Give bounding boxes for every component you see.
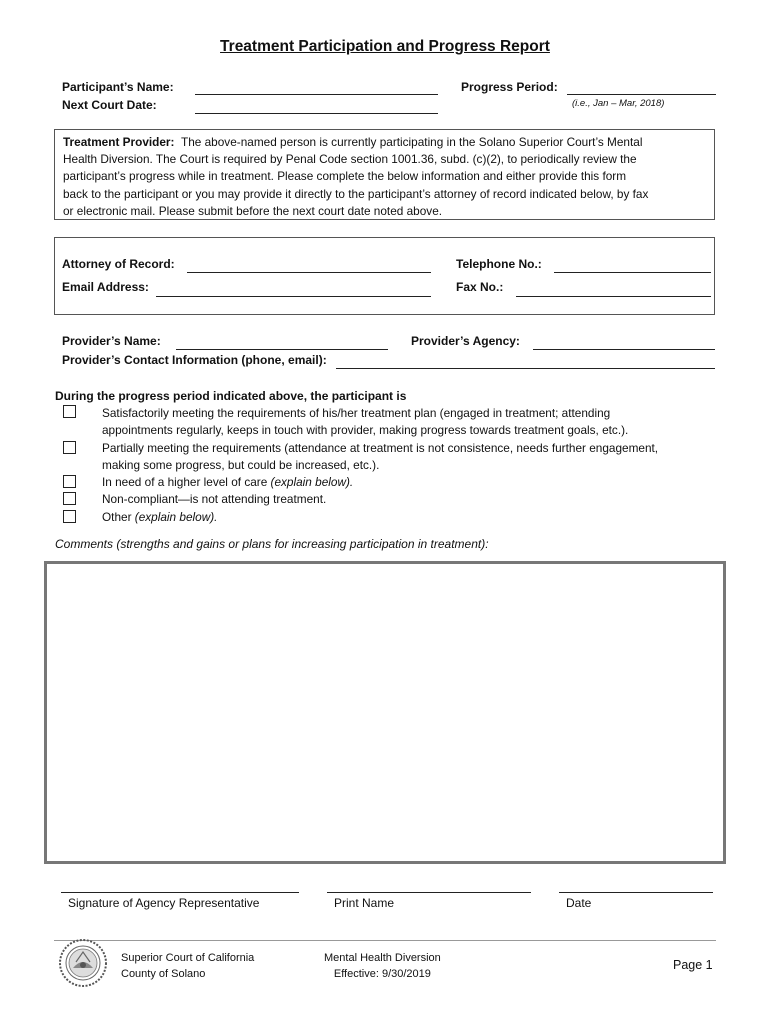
option-other-text: Other bbox=[102, 510, 135, 524]
provider-notice-box bbox=[54, 129, 715, 220]
option-non-compliant: Non-compliant—is not attending treatment. bbox=[102, 492, 327, 506]
telephone-label: Telephone No.: bbox=[456, 257, 542, 271]
progress-period-label: Progress Period: bbox=[461, 80, 558, 94]
provider-agency-label: Provider’s Agency: bbox=[411, 334, 520, 348]
progress-period-hint: (i.e., Jan – Mar, 2018) bbox=[572, 98, 665, 109]
provider-name-field[interactable] bbox=[176, 349, 388, 350]
attorney-label: Attorney of Record: bbox=[62, 257, 175, 271]
option-partial-line1: Partially meeting the requirements (attendance at treatment is not consistence, needs further engagement, bbox=[102, 441, 659, 455]
attorney-box bbox=[54, 237, 715, 315]
option-higher-care-text: In need of a higher level of care bbox=[102, 475, 271, 489]
print-name-line[interactable] bbox=[327, 892, 531, 893]
participant-name-field[interactable] bbox=[195, 94, 438, 95]
option-higher-care bbox=[102, 474, 353, 491]
progress-period-field[interactable] bbox=[567, 94, 716, 95]
checkbox-icon[interactable] bbox=[63, 492, 76, 505]
progress-heading: During the progress period indicated above, the participant is bbox=[55, 389, 407, 403]
option-partial-line2: making some progress, but could be increased, etc.). bbox=[102, 458, 380, 472]
signature-line[interactable] bbox=[61, 892, 299, 893]
court-info bbox=[121, 950, 254, 982]
checkbox-icon[interactable] bbox=[63, 441, 76, 454]
fax-label: Fax No.: bbox=[456, 280, 504, 294]
option-satisfactory bbox=[102, 405, 628, 439]
email-label: Email Address: bbox=[62, 280, 149, 294]
notice-line-5: or electronic mail. Please submit before the next court date noted above. bbox=[63, 203, 443, 218]
provider-contact-label: Provider’s Contact Information (phone, email): bbox=[62, 353, 327, 367]
notice-line-4: back to the participant or you may provide it directly to the participant’s attorney of record indicated below, by fax bbox=[63, 186, 649, 201]
signature-label: Signature of Agency Representative bbox=[68, 896, 260, 910]
option-other bbox=[102, 509, 217, 526]
county-name: County of Solano bbox=[121, 968, 206, 980]
court-name: Superior Court of California bbox=[121, 952, 255, 964]
next-court-date-field[interactable] bbox=[195, 113, 438, 114]
comments-label: Comments (strengths and gains or plans for increasing participation in treatment): bbox=[55, 537, 489, 551]
option-other-note: (explain below). bbox=[134, 510, 218, 524]
page-number: Page 1 bbox=[673, 958, 713, 972]
attorney-field[interactable] bbox=[187, 272, 431, 273]
comments-textarea[interactable] bbox=[44, 561, 726, 864]
checkbox-icon[interactable] bbox=[63, 475, 76, 488]
option-satisfactory-line1: Satisfactorily meeting the requirements of his/her treatment plan (engaged in treatment; attending bbox=[102, 406, 611, 420]
provider-contact-field[interactable] bbox=[336, 368, 715, 369]
notice-text-1: The above-named person is currently participating in the Solano Superior Court’s Mental bbox=[181, 135, 643, 149]
email-field[interactable] bbox=[156, 296, 431, 297]
option-higher-care-note: (explain below). bbox=[270, 475, 354, 489]
notice-line-2: Health Diversion. The Court is required by Penal Code section 1001.36, subd. (c)(2), to periodically review the bbox=[63, 152, 637, 167]
court-seal-icon bbox=[58, 938, 108, 988]
option-satisfactory-line2: appointments regularly, keeps in touch with provider, making progress towards treatment goals, etc.). bbox=[102, 423, 629, 437]
checkbox-icon[interactable] bbox=[63, 510, 76, 523]
program-info bbox=[324, 950, 441, 982]
fax-field[interactable] bbox=[516, 296, 711, 297]
print-name-label: Print Name bbox=[334, 896, 395, 910]
option-partial bbox=[102, 440, 658, 474]
participant-name-label: Participant’s Name: bbox=[62, 80, 174, 94]
provider-agency-field[interactable] bbox=[533, 349, 715, 350]
program-name: Mental Health Diversion bbox=[324, 952, 441, 964]
telephone-field[interactable] bbox=[554, 272, 711, 273]
checkbox-icon[interactable] bbox=[63, 405, 76, 418]
notice-line-1 bbox=[63, 134, 713, 151]
date-label: Date bbox=[566, 896, 592, 910]
effective-date: Effective: 9/30/2019 bbox=[333, 968, 431, 980]
page-title: Treatment Participation and Progress Report bbox=[220, 38, 550, 55]
provider-name-label: Provider’s Name: bbox=[62, 334, 161, 348]
next-court-date-label: Next Court Date: bbox=[62, 98, 157, 112]
notice-line-3: participant’s progress while in treatment. Please complete the below information and either provide this form bbox=[63, 169, 627, 184]
footer-divider bbox=[54, 940, 716, 941]
date-line[interactable] bbox=[559, 892, 713, 893]
notice-lead: Treatment Provider: bbox=[63, 135, 175, 149]
